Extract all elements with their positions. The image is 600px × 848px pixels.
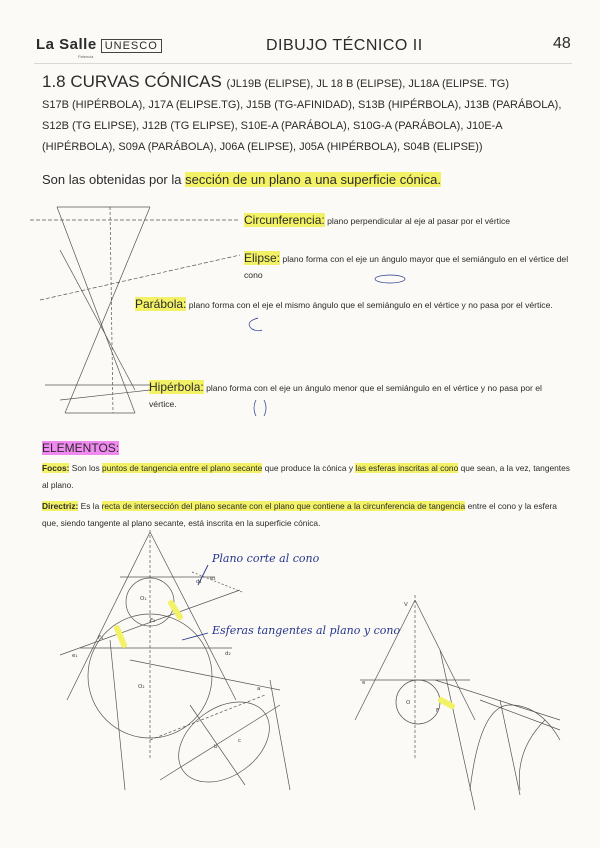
note-plano-corte: Plano corte al cono xyxy=(212,552,320,565)
label-e: e xyxy=(362,680,366,686)
section-heading: 1.8 CURVAS CÓNICAS xyxy=(42,72,222,91)
ellipse-construction-figure xyxy=(60,530,290,799)
parabola-construction-figure xyxy=(355,595,560,810)
label-f: F xyxy=(436,708,440,714)
arrow-to-note2 xyxy=(182,633,208,640)
logo-text: La Salle xyxy=(36,36,97,53)
intro-plain: Son las obtenidas por la xyxy=(42,172,182,187)
label-f2: F₂ xyxy=(150,618,156,624)
hyperbola-sketch-icon xyxy=(254,400,266,416)
label-o: O xyxy=(406,700,411,706)
focus-highlight-1 xyxy=(117,628,124,645)
double-cone-figure xyxy=(30,207,240,413)
label-v: V xyxy=(404,602,408,608)
text-parabola: plano forma con el eje el mismo ángulo que el semiángulo en el vértice y no pasa por el vértice. xyxy=(188,300,553,310)
focos-t3: que sean, a la vez, tangentes al plano. xyxy=(42,463,570,490)
label-a: a xyxy=(257,686,261,692)
directriz-t1: Es la xyxy=(80,501,100,511)
intro-highlight: sección de un plano a una superficie cónica. xyxy=(185,172,441,187)
label-f1: F₁ xyxy=(98,635,104,641)
label-d1: d₁ xyxy=(196,579,202,585)
label-o2: O₂ xyxy=(138,684,145,690)
label-e1: e₁ xyxy=(72,653,78,659)
section-refs-first: (JL19B (ELIPSE), JL 18 B (ELIPSE), JL18A (ELIPSE. TG) xyxy=(226,78,510,90)
text-circunferencia: plano perpendicular al eje al pasar por el vértice xyxy=(327,216,511,226)
focus-highlight-3 xyxy=(441,700,452,706)
section-refs: S17B (HIPÉRBOLA), J17A (ELIPSE.TG), J15B (TG-AFINIDAD), S13B (HIPÉRBOLA), J13B (PARÁBOLA), S12B (TG ELIPSE), J12B (TG ELIPSE), S10E-A (PARÁBOLA), S10G-A (PARÁBOLA), J10E-A (HIPÉRBOLA), S09A (PARÁBOLA), J06A (ELIPSE), J05A (HIPÉRBOLA), S04B (ELIPSE)) xyxy=(42,99,562,153)
focos-h2: las esferas inscritas al cono xyxy=(355,463,459,473)
label-b: b xyxy=(214,744,218,750)
directriz-t2: entre el cono y la esfera que, siendo tangente al plano secante, está inscrita en la superficie cónica. xyxy=(42,501,557,528)
parabola-sketch-icon xyxy=(249,318,262,331)
logo-subtitle: Palencia xyxy=(78,54,94,59)
label-d2: d₂ xyxy=(225,651,231,657)
label-e2: e₂ xyxy=(210,576,216,582)
term-elipse: Elipse: xyxy=(244,251,281,265)
elementos-heading: ELEMENTOS: xyxy=(42,441,120,455)
focus-highlight-2 xyxy=(171,603,180,617)
label-c: c xyxy=(238,738,242,744)
page-number: 48 xyxy=(553,35,571,52)
term-hiperbola: Hipérbola: xyxy=(149,380,204,394)
note-esferas-tangentes: Esferas tangentes al plano y cono xyxy=(212,624,401,637)
directriz-label: Directriz: xyxy=(42,501,79,511)
focos-h1: puntos de tangencia entre el plano secante xyxy=(102,463,263,473)
text-elipse: plano forma con el eje un ángulo mayor que el semiángulo en el vértice del cono xyxy=(244,254,569,280)
unesco-mark: UNESCO xyxy=(101,39,162,53)
directriz-h1: recta de intersección del plano secante con el plano que contiene a la circunferencia de tangencia xyxy=(101,501,466,511)
focos-label: Focos: xyxy=(42,463,70,473)
term-parabola: Parábola: xyxy=(135,297,187,311)
page-header-title: DIBUJO TÉCNICO II xyxy=(266,37,423,54)
focos-t2: que produce la cónica y xyxy=(264,463,354,473)
text-hiperbola: plano forma con el eje un ángulo menor que el semiángulo en el vértice y no pasa por el vértice. xyxy=(149,383,542,409)
term-circunferencia: Circunferencia: xyxy=(244,213,325,227)
ellipse-sketch-icon xyxy=(375,275,405,283)
label-o1: O₁ xyxy=(140,596,147,602)
focos-t1: Son los xyxy=(71,463,100,473)
